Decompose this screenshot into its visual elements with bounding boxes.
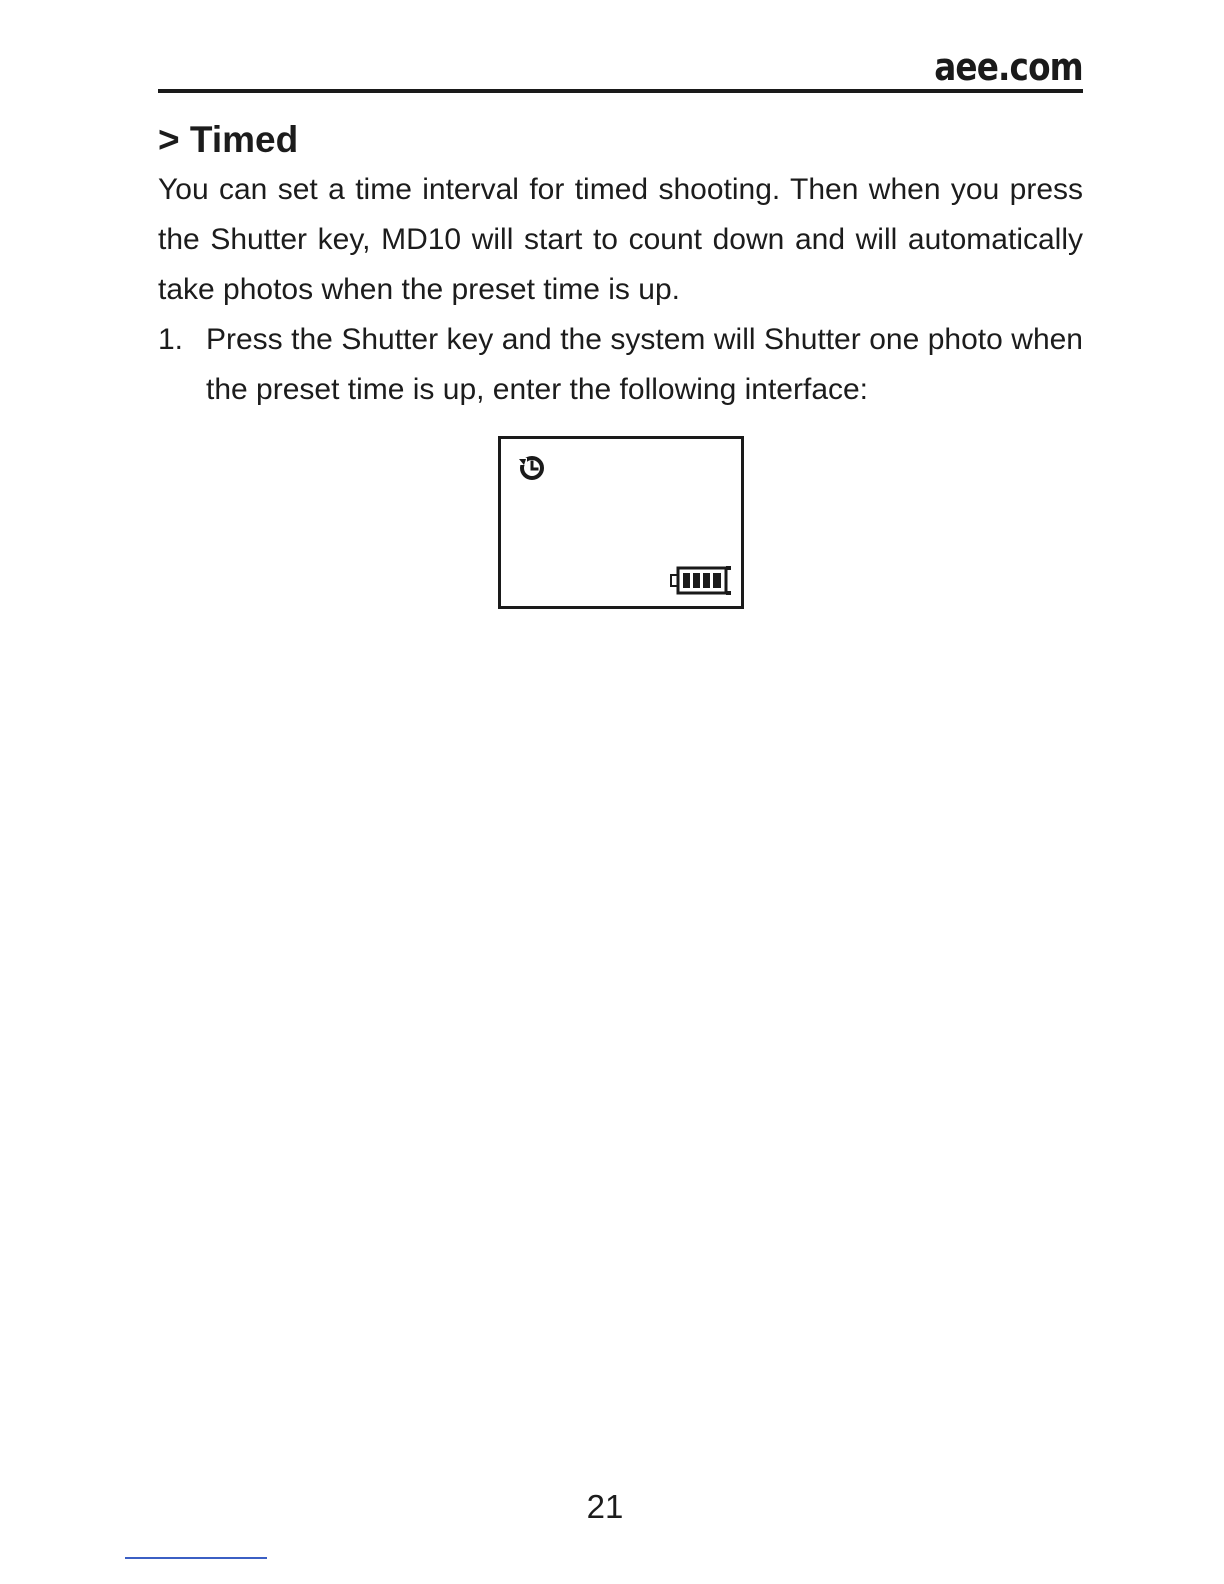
footer-link-underline [125, 1557, 267, 1559]
camera-lcd-screen [498, 436, 744, 609]
header-divider [158, 89, 1083, 93]
self-timer-icon [517, 452, 547, 482]
intro-paragraph: You can set a time interval for timed shooting. Then when you press the Shutter key, MD10 will start to count down and will automatically take photos when the preset time is up. [158, 173, 1083, 306]
battery-full-icon [670, 565, 732, 597]
brand-logo-text: aee.com [934, 45, 1083, 89]
step-number: 1. [158, 323, 184, 356]
list-item [158, 315, 1083, 415]
step-text: Press the Shutter key and the system will Shutter one photo when the preset time is up, enter the following interface: [206, 323, 1083, 406]
section-heading: > Timed [158, 119, 299, 160]
page-number: 21 [586, 1488, 624, 1525]
steps-list [158, 315, 1083, 415]
